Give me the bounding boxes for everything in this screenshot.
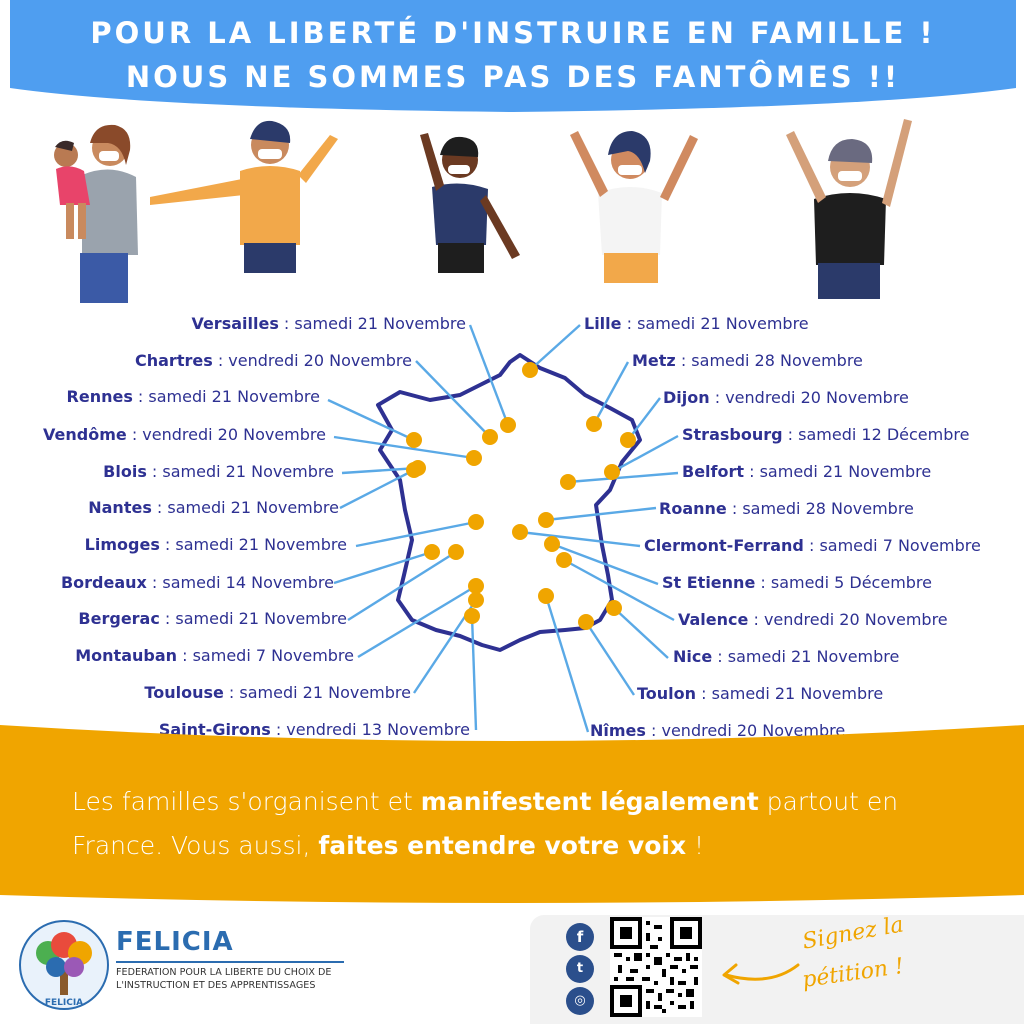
city-marker-roanne: [538, 512, 554, 528]
arrow-icon: [710, 935, 810, 995]
leader-line-montauban: [358, 586, 476, 657]
leader-line-roanne: [546, 508, 656, 520]
leader-line-nice: [614, 608, 668, 658]
person-woman-arms-up: [570, 131, 698, 283]
city-marker-toulon: [578, 614, 594, 630]
city-label-nimes: Nîmes : vendredi 20 Novembre: [590, 721, 846, 740]
social-panel: [530, 912, 1024, 1024]
city-marker-nice: [606, 600, 622, 616]
city-label-bergerac: Bergerac : samedi 21 Novembre: [78, 609, 347, 628]
banner-line-2: NOUS NE SOMMES PAS DES FANTÔMES !!: [125, 60, 901, 94]
leader-line-vendome: [334, 437, 474, 458]
city-label-blois: Blois : samedi 21 Novembre: [103, 462, 334, 481]
leader-line-clermont-ferrand: [520, 532, 640, 546]
call-to-action-text: Les familles s'organisent et manifestent légalement partout en France. Vous aussi, faites entendre votre voix !: [72, 787, 899, 860]
city-marker-chartres: [482, 429, 498, 445]
city-label-roanne: Roanne : samedi 28 Novembre: [659, 499, 914, 518]
city-label-nice: Nice : samedi 21 Novembre: [673, 647, 900, 666]
leader-line-limoges: [356, 522, 476, 546]
logo-tree-text: FELICIA: [44, 998, 84, 1008]
city-marker-dijon: [620, 432, 636, 448]
city-label-vendome: Vendôme : vendredi 20 Novembre: [43, 425, 326, 444]
felicia-logo-icon[interactable]: [18, 919, 110, 1011]
city-marker-metz: [586, 416, 602, 432]
city-label-metz: Metz : samedi 28 Novembre: [632, 351, 863, 370]
city-label-versailles: Versailles : samedi 21 Novembre: [191, 314, 466, 333]
city-label-bordeaux: Bordeaux : samedi 14 Novembre: [60, 573, 334, 592]
instagram-icon[interactable]: ◎: [566, 987, 594, 1015]
city-label-toulon: Toulon : samedi 21 Novembre: [637, 684, 884, 703]
felicia-tagline-2: L'INSTRUCTION ET DES APPRENTISSAGES: [116, 980, 316, 991]
city-marker-montauban: [468, 578, 484, 594]
header-banner: [10, 0, 1016, 112]
leader-lines: [328, 325, 678, 732]
city-label-strasbourg: Strasbourg : samedi 12 Décembre: [682, 425, 970, 444]
city-marker-nantes: [406, 462, 422, 478]
city-marker-versailles: [500, 417, 516, 433]
city-label-valence: Valence : vendredi 20 Novembre: [678, 610, 948, 629]
city-label-saint-girons: Saint-Girons : vendredi 13 Novembre: [158, 720, 470, 739]
city-marker-st-etienne: [544, 536, 560, 552]
banner-line-1: POUR LA LIBERTÉ D'INSTRUIRE EN FAMILLE !: [90, 16, 936, 50]
petition-text-2[interactable]: pétition !: [800, 954, 906, 993]
city-marker-belfort: [560, 474, 576, 490]
people-illustration: [0, 105, 1024, 315]
person-woman-navy: [420, 133, 520, 273]
city-label-belfort: Belfort : samedi 21 Novembre: [682, 462, 932, 481]
leader-line-rennes: [328, 400, 414, 440]
leader-line-bordeaux: [334, 552, 432, 583]
twitter-icon[interactable]: t: [566, 955, 594, 983]
city-marker-strasbourg: [604, 464, 620, 480]
city-label-rennes: Rennes : samedi 21 Novembre: [66, 387, 320, 406]
city-marker-lille: [522, 362, 538, 378]
city-label-limoges: Limoges : samedi 21 Novembre: [84, 535, 347, 554]
city-marker-saint-girons: [464, 608, 480, 624]
leader-line-lille: [530, 325, 580, 370]
city-marker-bordeaux: [424, 544, 440, 560]
city-marker-limoges: [468, 514, 484, 530]
felicia-tagline-1: FEDERATION POUR LA LIBERTE DU CHOIX DE: [116, 967, 332, 978]
city-label-chartres: Chartres : vendredi 20 Novembre: [135, 351, 412, 370]
footer: [0, 905, 1024, 1024]
leader-line-toulon: [586, 622, 634, 695]
person-man-orange: [150, 121, 338, 273]
city-marker-valence: [556, 552, 572, 568]
leader-line-saint-girons: [472, 616, 476, 730]
city-marker-vendome: [466, 450, 482, 466]
france-outline: [378, 355, 640, 650]
city-label-toulouse: Toulouse : samedi 21 Novembre: [144, 683, 411, 702]
qr-code-icon[interactable]: [610, 917, 702, 1017]
city-marker-nimes: [538, 588, 554, 604]
city-marker-bergerac: [448, 544, 464, 560]
city-label-lille: Lille : samedi 21 Novembre: [584, 314, 809, 333]
city-marker-toulouse: [468, 592, 484, 608]
city-label-montauban: Montauban : samedi 7 Novembre: [75, 646, 354, 665]
city-marker-clermont-ferrand: [512, 524, 528, 540]
petition-text-1[interactable]: Signez la: [800, 912, 906, 955]
city-marker-rennes: [406, 432, 422, 448]
leader-line-belfort: [568, 473, 678, 482]
logo-divider: [116, 961, 344, 963]
city-label-clermont-ferrand: Clermont-Ferrand : samedi 7 Novembre: [644, 536, 981, 555]
city-label-dijon: Dijon : vendredi 20 Novembre: [663, 388, 909, 407]
city-label-st-etienne: St Etienne : samedi 5 Décembre: [662, 573, 932, 592]
city-label-nantes: Nantes : samedi 21 Novembre: [88, 498, 339, 517]
felicia-name: FELICIA: [116, 927, 234, 957]
facebook-icon[interactable]: f: [566, 923, 594, 951]
